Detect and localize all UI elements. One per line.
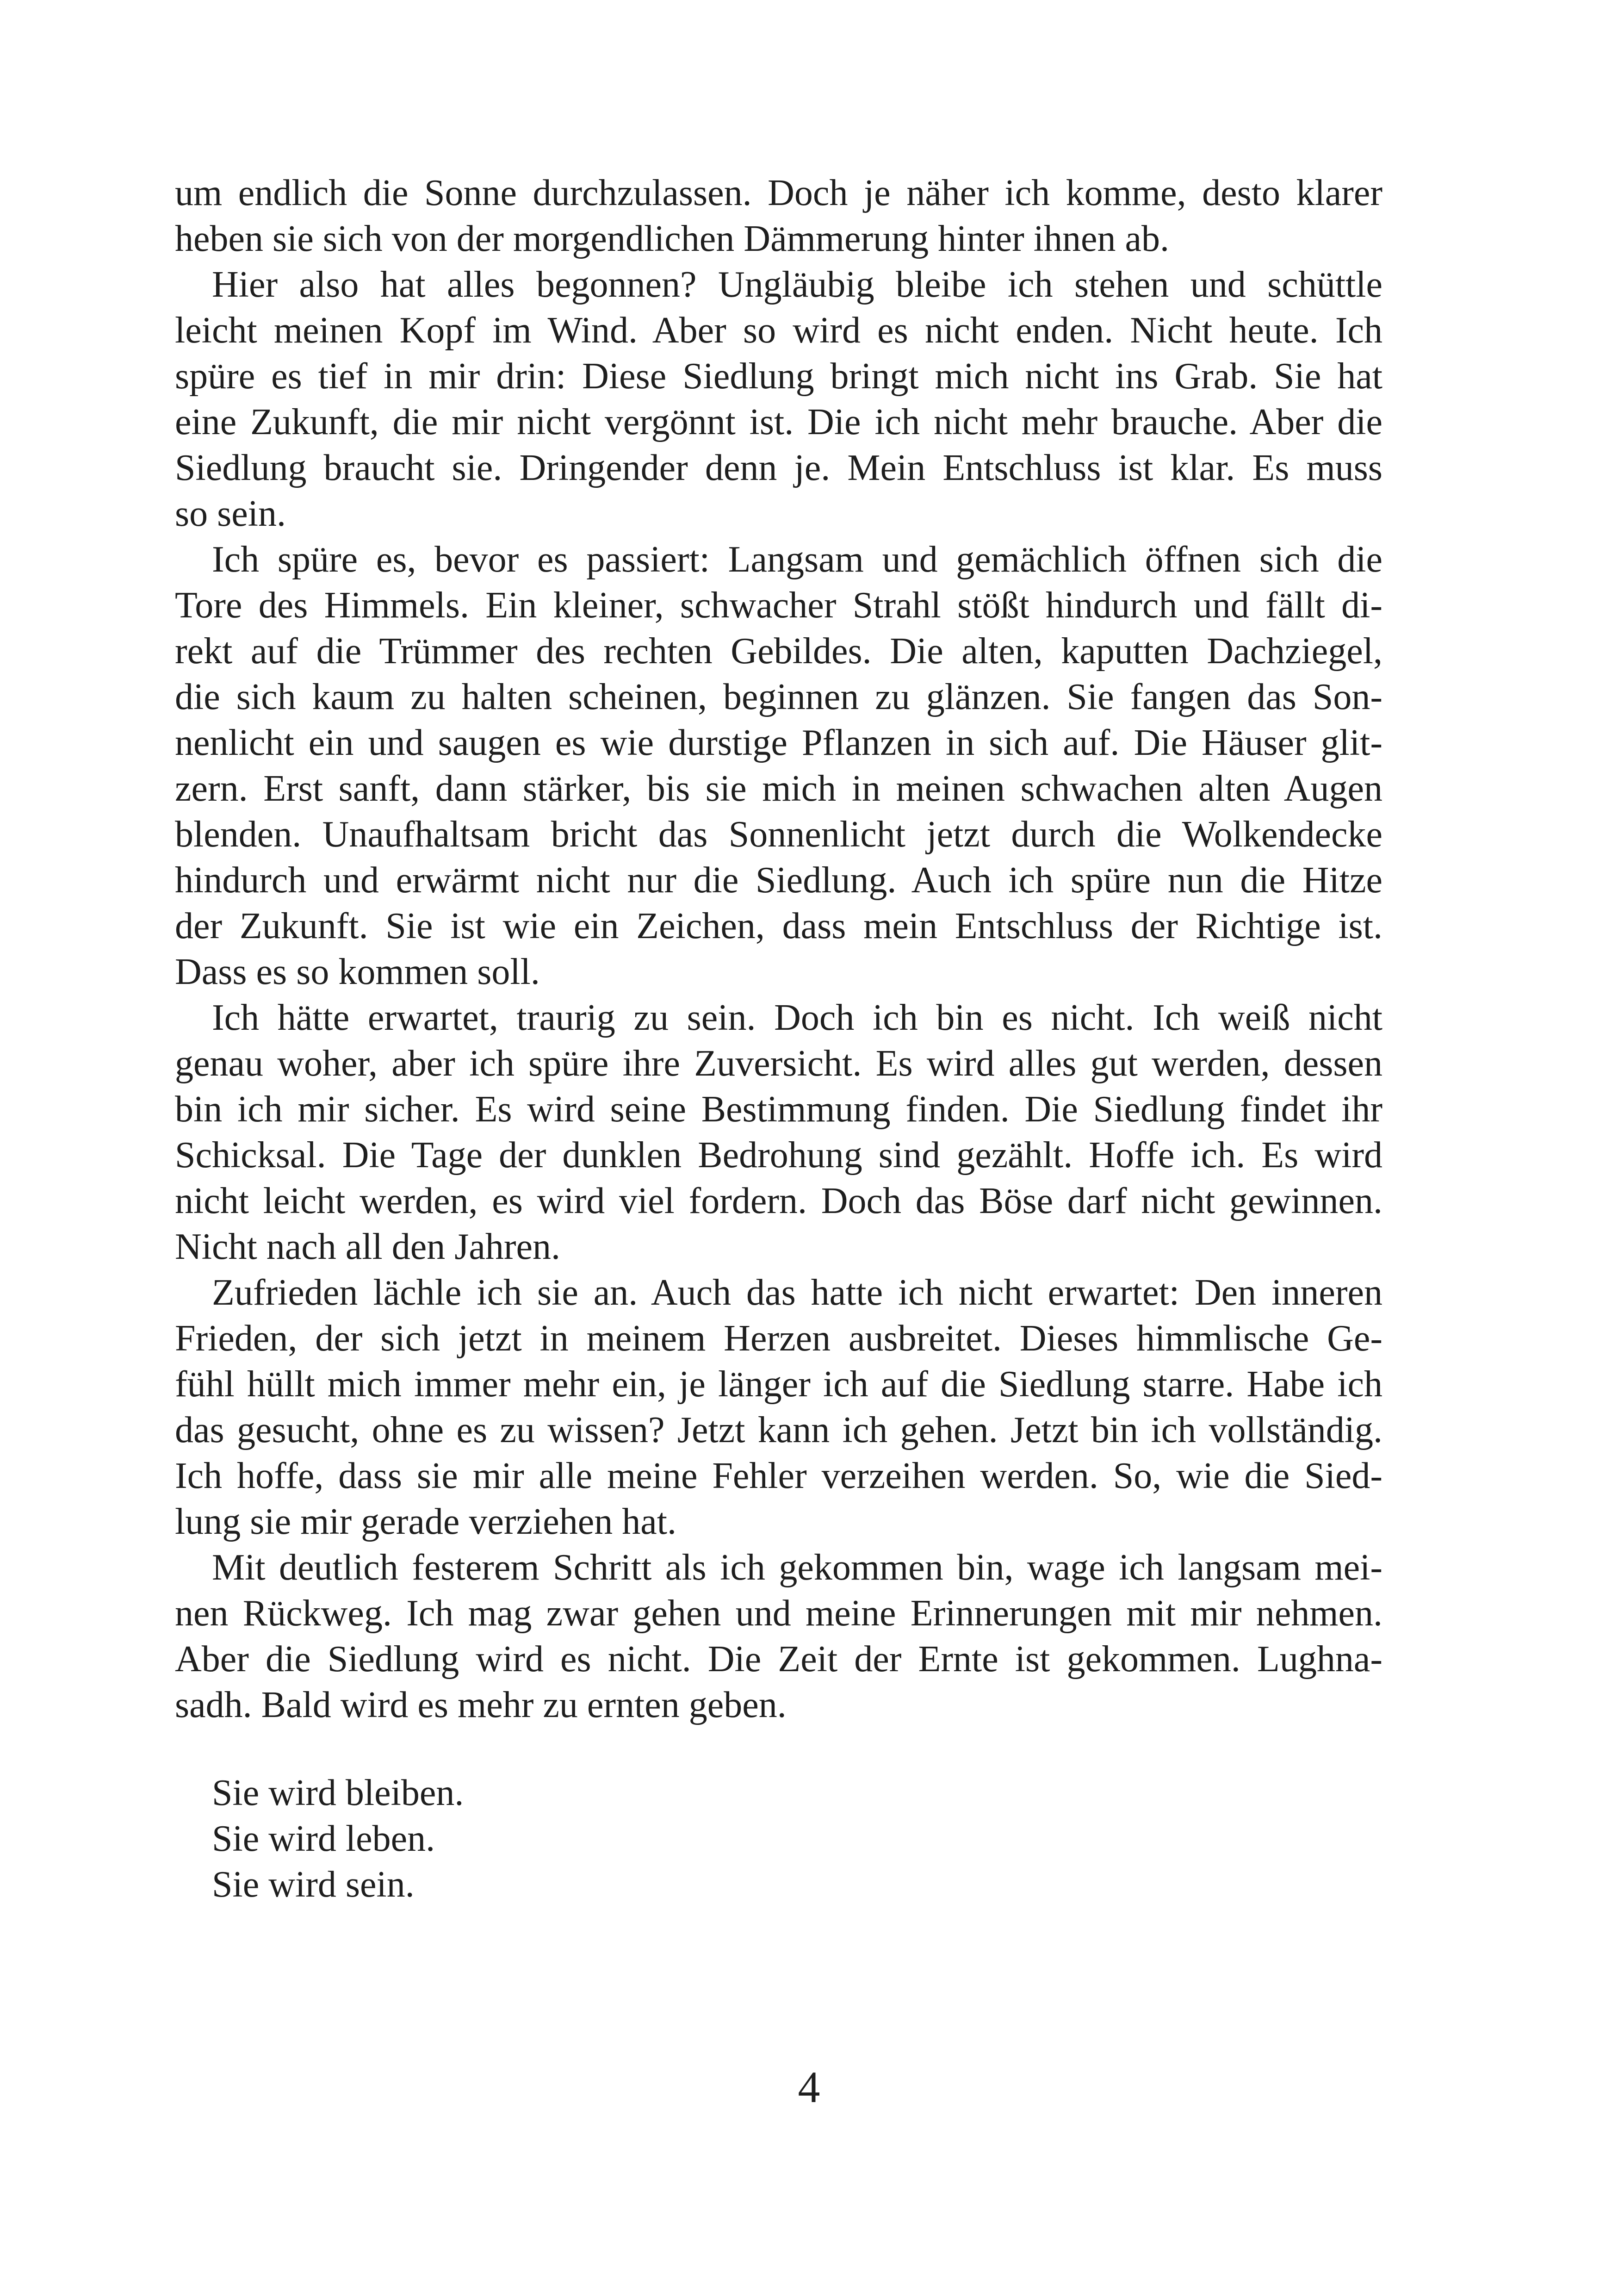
- body-text: [175, 170, 1382, 1728]
- paragraph: [175, 170, 1382, 262]
- text-line: nen Rückweg. Ich mag zwar gehen und meine Erinnerungen mit mir nehmen.: [175, 1593, 1382, 1634]
- text-line: Mit deutlich festerem Schritt als ich gekommen bin, wage ich langsam mei-: [212, 1547, 1382, 1588]
- page-number: 4: [798, 2062, 820, 2112]
- text-line: Hier also hat alles begonnen? Ungläubig bleibe ich stehen und schüttle: [212, 264, 1382, 305]
- text-line: lung sie mir gerade verziehen hat.: [175, 1501, 676, 1542]
- text-line: sadh. Bald wird es mehr zu ernten geben.: [175, 1685, 787, 1725]
- text-line: Dass es so kommen soll.: [175, 952, 540, 992]
- closing-verse: [212, 1770, 464, 1908]
- text-line: zern. Erst sanft, dann stärker, bis sie mich in meinen schwachen alten Augen: [175, 768, 1382, 809]
- text-line: hindurch und erwärmt nicht nur die Siedlung. Auch ich spüre nun die Hitze: [175, 860, 1382, 901]
- text-line: fühl hüllt mich immer mehr ein, je länger ich auf die Siedlung starre. Habe ich: [175, 1364, 1382, 1405]
- text-line: Siedlung braucht sie. Dringender denn je. Mein Entschluss ist klar. Es muss: [175, 448, 1382, 488]
- paragraph: [175, 1270, 1382, 1545]
- text-line: die sich kaum zu halten scheinen, beginnen zu glänzen. Sie fangen das Son-: [175, 677, 1382, 717]
- paragraph: [175, 1545, 1382, 1728]
- text-line: Aber die Siedlung wird es nicht. Die Zeit der Ernte ist gekommen. Lughna-: [175, 1639, 1382, 1680]
- verse-line: Sie wird sein.: [212, 1864, 415, 1905]
- text-line: Tore des Himmels. Ein kleiner, schwacher Strahl stößt hindurch und fällt di-: [175, 585, 1382, 626]
- text-line: spüre es tief in mir drin: Diese Siedlung bringt mich nicht ins Grab. Sie hat: [175, 356, 1382, 397]
- text-line: Zufrieden lächle ich sie an. Auch das hatte ich nicht erwartet: Den inneren: [212, 1272, 1382, 1313]
- text-line: Frieden, der sich jetzt in meinem Herzen ausbreitet. Dieses himmlische Ge-: [175, 1318, 1382, 1359]
- text-line: Nicht nach all den Jahren.: [175, 1226, 561, 1267]
- text-line: der Zukunft. Sie ist wie ein Zeichen, dass mein Entschluss der Richtige ist.: [175, 906, 1382, 946]
- text-line: heben sie sich von der morgendlichen Dämmerung hinter ihnen ab.: [175, 218, 1170, 259]
- verse-line: Sie wird bleiben.: [212, 1773, 464, 1813]
- verse-line: Sie wird leben.: [212, 1818, 435, 1859]
- text-line: rekt auf die Trümmer des rechten Gebildes. Die alten, kaputten Dachziegel,: [175, 631, 1382, 672]
- text-line: bin ich mir sicher. Es wird seine Bestimmung finden. Die Siedlung findet ihr: [175, 1089, 1382, 1130]
- text-line: nicht leicht werden, es wird viel fordern. Doch das Böse darf nicht gewinnen.: [175, 1181, 1382, 1221]
- text-line: leicht meinen Kopf im Wind. Aber so wird es nicht enden. Nicht heute. Ich: [175, 310, 1382, 351]
- paragraph: [175, 262, 1382, 537]
- text-line: Ich spüre es, bevor es passiert: Langsam und gemächlich öffnen sich die: [212, 539, 1382, 580]
- text-line: Ich hätte erwartet, traurig zu sein. Doch ich bin es nicht. Ich weiß nicht: [212, 997, 1382, 1038]
- text-line: um endlich die Sonne durchzulassen. Doch je näher ich komme, desto klarer: [175, 173, 1382, 213]
- text-line: blenden. Unaufhaltsam bricht das Sonnenlicht jetzt durch die Wolkendecke: [175, 814, 1382, 855]
- paragraph: [175, 537, 1382, 995]
- text-line: Schicksal. Die Tage der dunklen Bedrohung sind gezählt. Hoffe ich. Es wird: [175, 1135, 1382, 1176]
- text-line: eine Zukunft, die mir nicht vergönnt ist. Die ich nicht mehr brauche. Aber die: [175, 402, 1382, 442]
- text-line: das gesucht, ohne es zu wissen? Jetzt kann ich gehen. Jetzt bin ich vollständig.: [175, 1410, 1382, 1450]
- paragraph: [175, 995, 1382, 1270]
- text-line: genau woher, aber ich spüre ihre Zuversicht. Es wird alles gut werden, dessen: [175, 1043, 1382, 1084]
- text-line: nenlicht ein und saugen es wie durstige Pflanzen in sich auf. Die Häuser glit-: [175, 722, 1382, 763]
- text-line: so sein.: [175, 493, 286, 534]
- text-line: Ich hoffe, dass sie mir alle meine Fehler verzeihen werden. So, wie die Sied-: [175, 1456, 1382, 1496]
